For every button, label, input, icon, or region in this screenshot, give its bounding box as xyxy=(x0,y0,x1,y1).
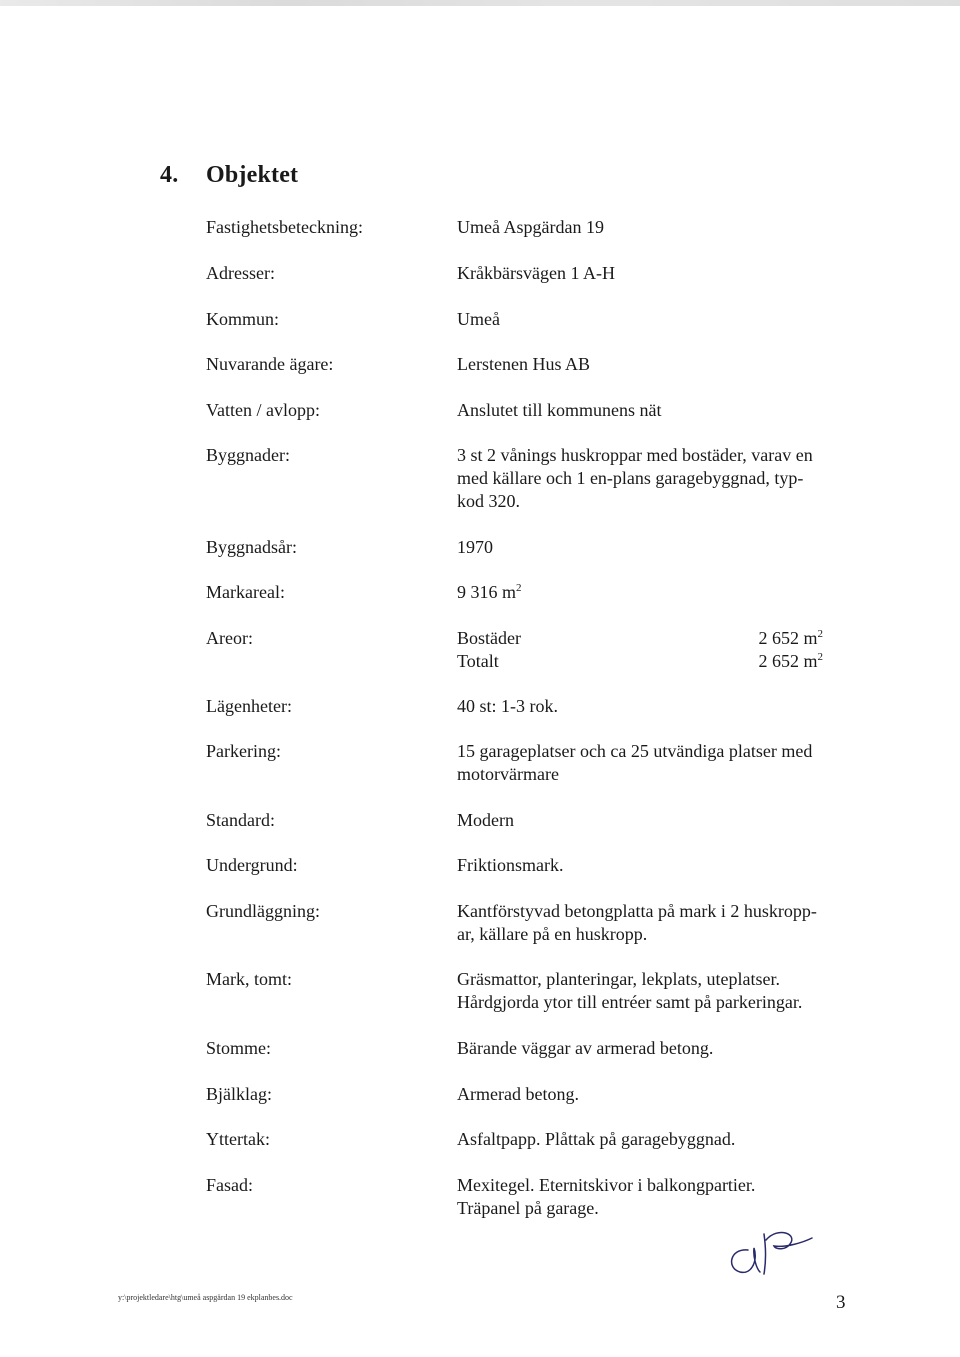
value-line: ar, källare på en huskropp. xyxy=(457,924,648,944)
unit-exponent: 2 xyxy=(817,628,823,640)
field-value: Anslutet till kommunens nät xyxy=(457,400,662,420)
scan-edge-band xyxy=(0,0,960,6)
area-number: 2 652 m xyxy=(758,651,818,671)
field-label: Areor: xyxy=(206,628,253,648)
unit-exponent: 2 xyxy=(817,651,823,663)
field-label: Adresser: xyxy=(206,263,275,283)
field-value: Umeå Aspgärdan 19 xyxy=(457,217,604,237)
field-value: 40 st: 1-3 rok. xyxy=(457,696,558,716)
field-label: Bjälklag: xyxy=(206,1084,272,1104)
value-line: kod 320. xyxy=(457,491,520,511)
area-name: Bostäder xyxy=(457,628,521,648)
field-value: Modern xyxy=(457,810,514,830)
area-number: 2 652 m xyxy=(758,628,818,648)
value-line: 15 garageplatser och ca 25 utvändiga platser med xyxy=(457,741,813,761)
area-row xyxy=(457,650,823,673)
field-value: Lerstenen Hus AB xyxy=(457,354,590,374)
field-label: Grundläggning: xyxy=(206,901,320,921)
value-line: Träpanel på garage. xyxy=(457,1198,599,1218)
field-value: 1970 xyxy=(457,537,493,557)
field-value xyxy=(457,444,847,513)
page-number: 3 xyxy=(836,1292,846,1313)
field-value: Kråkbärsvägen 1 A-H xyxy=(457,263,615,283)
field-value: Asfaltpapp. Plåttak på garagebyggnad. xyxy=(457,1129,736,1149)
field-label: Kommun: xyxy=(206,309,280,329)
section-number: 4. xyxy=(160,162,179,188)
area-number: 9 316 m xyxy=(457,582,517,602)
value-line: Kantförstyvad betongplatta på mark i 2 huskropp- xyxy=(457,901,817,921)
field-label: Byggnader: xyxy=(206,445,290,465)
field-value xyxy=(457,1174,847,1220)
value-line: Hårdgjorda ytor till entréer samt på parkeringar. xyxy=(457,992,803,1012)
value-line: 3 st 2 vånings huskroppar med bostäder, varav en xyxy=(457,445,813,465)
field-label: Mark, tomt: xyxy=(206,969,292,989)
field-value: Armerad betong. xyxy=(457,1084,579,1104)
field-label: Parkering: xyxy=(206,741,281,761)
section-title: Objektet xyxy=(206,162,299,188)
field-label: Vatten / avlopp: xyxy=(206,400,320,420)
field-label: Standard: xyxy=(206,810,275,830)
area-name: Totalt xyxy=(457,651,499,671)
field-label: Byggnadsår: xyxy=(206,537,297,557)
areas-table xyxy=(457,627,823,673)
field-label: Lägenheter: xyxy=(206,696,292,716)
field-value xyxy=(457,581,847,604)
section-heading xyxy=(160,162,298,189)
field-value xyxy=(457,900,847,946)
field-label: Yttertak: xyxy=(206,1129,270,1149)
field-value: Friktionsmark. xyxy=(457,855,564,875)
field-label: Undergrund: xyxy=(206,855,298,875)
unit-exponent: 2 xyxy=(516,582,522,594)
field-label: Stomme: xyxy=(206,1038,272,1058)
value-line: Gräsmattor, planteringar, lekplats, uteplatser. xyxy=(457,969,780,989)
field-value xyxy=(457,740,847,786)
area-row xyxy=(457,627,823,650)
field-value: Bärande väggar av armerad betong. xyxy=(457,1038,714,1058)
area-value xyxy=(758,650,823,673)
handwritten-initials-signature xyxy=(720,1220,820,1280)
field-value: Umeå xyxy=(457,309,500,329)
footer-file-path: y:\projektledare\htg\umeå aspgärdan 19 ekplanbes.doc xyxy=(118,1293,293,1302)
field-label: Fastighetsbeteckning: xyxy=(206,217,363,237)
area-value xyxy=(758,627,823,650)
field-label: Markareal: xyxy=(206,582,285,602)
field-value xyxy=(457,968,847,1014)
field-label: Fasad: xyxy=(206,1175,253,1195)
value-line: motorvärmare xyxy=(457,764,559,784)
field-label: Nuvarande ägare: xyxy=(206,354,334,374)
value-line: Mexitegel. Eternitskivor i balkongpartier. xyxy=(457,1175,756,1195)
value-line: med källare och 1 en-plans garagebyggnad, typ- xyxy=(457,468,804,488)
